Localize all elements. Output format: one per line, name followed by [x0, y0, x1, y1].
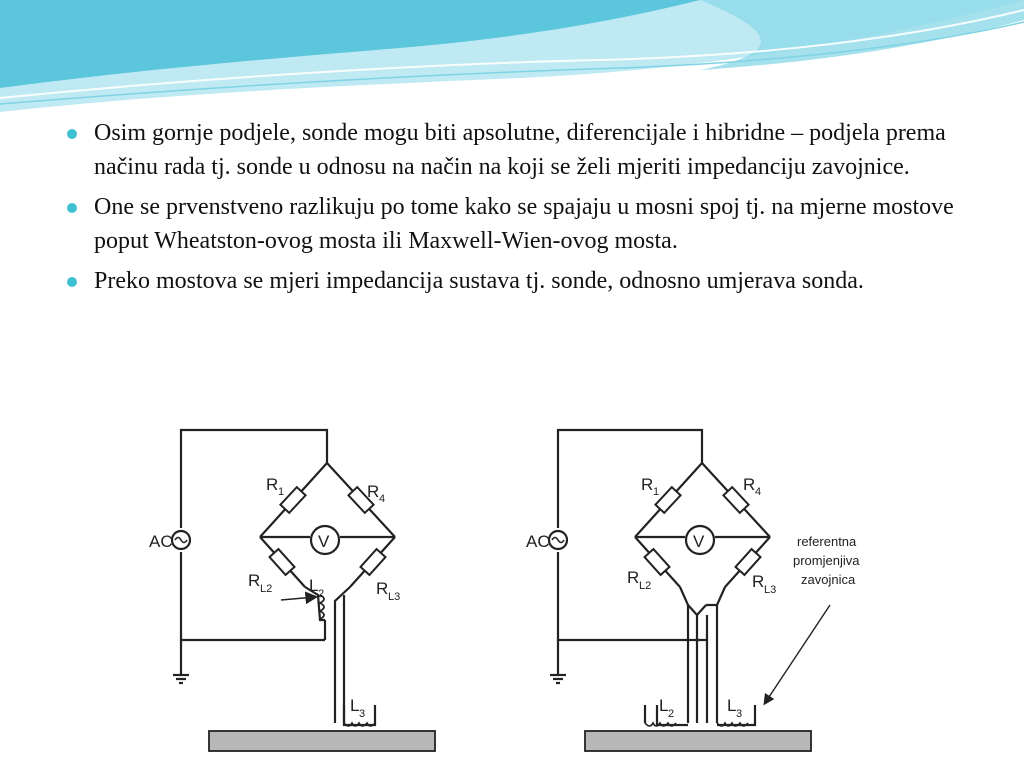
l3-subscript: 3 — [736, 708, 743, 720]
ac-source-label: AC — [526, 532, 550, 551]
rl2-subscript: L2 — [639, 580, 652, 592]
l3-subscript: 3 — [359, 708, 366, 720]
ac-source-label: AC — [149, 532, 173, 551]
r4-label: R — [367, 482, 380, 501]
l3-label: L — [350, 696, 360, 715]
bullet-text: One se prvenstveno razlikuju po tome kako se spajaju u mosni spoj tj. na mjerne mostove poput Wheatston-ovog mosta ili Maxwell-Wien-ovog mosta. — [94, 194, 954, 254]
header-wave-decoration — [0, 0, 1024, 120]
l2-label: L — [659, 696, 669, 715]
voltmeter-label: V — [318, 532, 330, 551]
bridge-circuit-diagrams — [145, 405, 880, 768]
r1-subscript: 1 — [278, 486, 285, 498]
reference-coil-label-line2: promjenjiva — [793, 553, 860, 568]
bullet-dot-icon — [67, 203, 77, 213]
rl3-label: R — [376, 579, 389, 598]
r1-label: R — [641, 475, 654, 494]
rl2-subscript: L2 — [260, 583, 273, 595]
l2-subscript: 2 — [668, 708, 675, 720]
reference-coil-label-line1: referentna — [797, 534, 857, 549]
voltmeter-label: V — [693, 532, 705, 551]
rl2-label: R — [627, 568, 640, 587]
r1-subscript: 1 — [653, 486, 660, 498]
l2-subscript: 2 — [318, 588, 325, 600]
rl3-label: R — [752, 572, 765, 591]
r1-label: R — [266, 475, 279, 494]
rl2-label: R — [248, 571, 261, 590]
bullet-dot-icon — [67, 277, 77, 287]
bullet-text: Osim gornje podjele, sonde mogu biti apsolutne, diferencijale i hibridne – podjela prema načinu rada tj. sonde u odnosu na način na koji se želi mjeriti impedanciju zavojnice. — [94, 120, 946, 180]
l3-label: L — [727, 696, 737, 715]
reference-coil-label-line3: zavojnica — [801, 572, 856, 587]
test-specimen-plate-right — [585, 731, 811, 751]
r4-label: R — [743, 475, 756, 494]
bullet-item — [64, 264, 964, 298]
r4-subscript: 4 — [755, 486, 762, 498]
bullet-item — [64, 116, 964, 184]
rl3-subscript: L3 — [764, 584, 777, 596]
rl3-subscript: L3 — [388, 591, 401, 603]
bullet-text: Preko mostova se mjeri impedancija sustava tj. sonde, odnosno umjerava sonda. — [94, 268, 864, 294]
r4-subscript: 4 — [379, 493, 386, 505]
l2-label: L — [309, 576, 319, 595]
bullet-item — [64, 190, 964, 258]
test-specimen-plate-left — [209, 731, 435, 751]
bullet-dot-icon — [67, 129, 77, 139]
bullet-list — [64, 116, 964, 304]
